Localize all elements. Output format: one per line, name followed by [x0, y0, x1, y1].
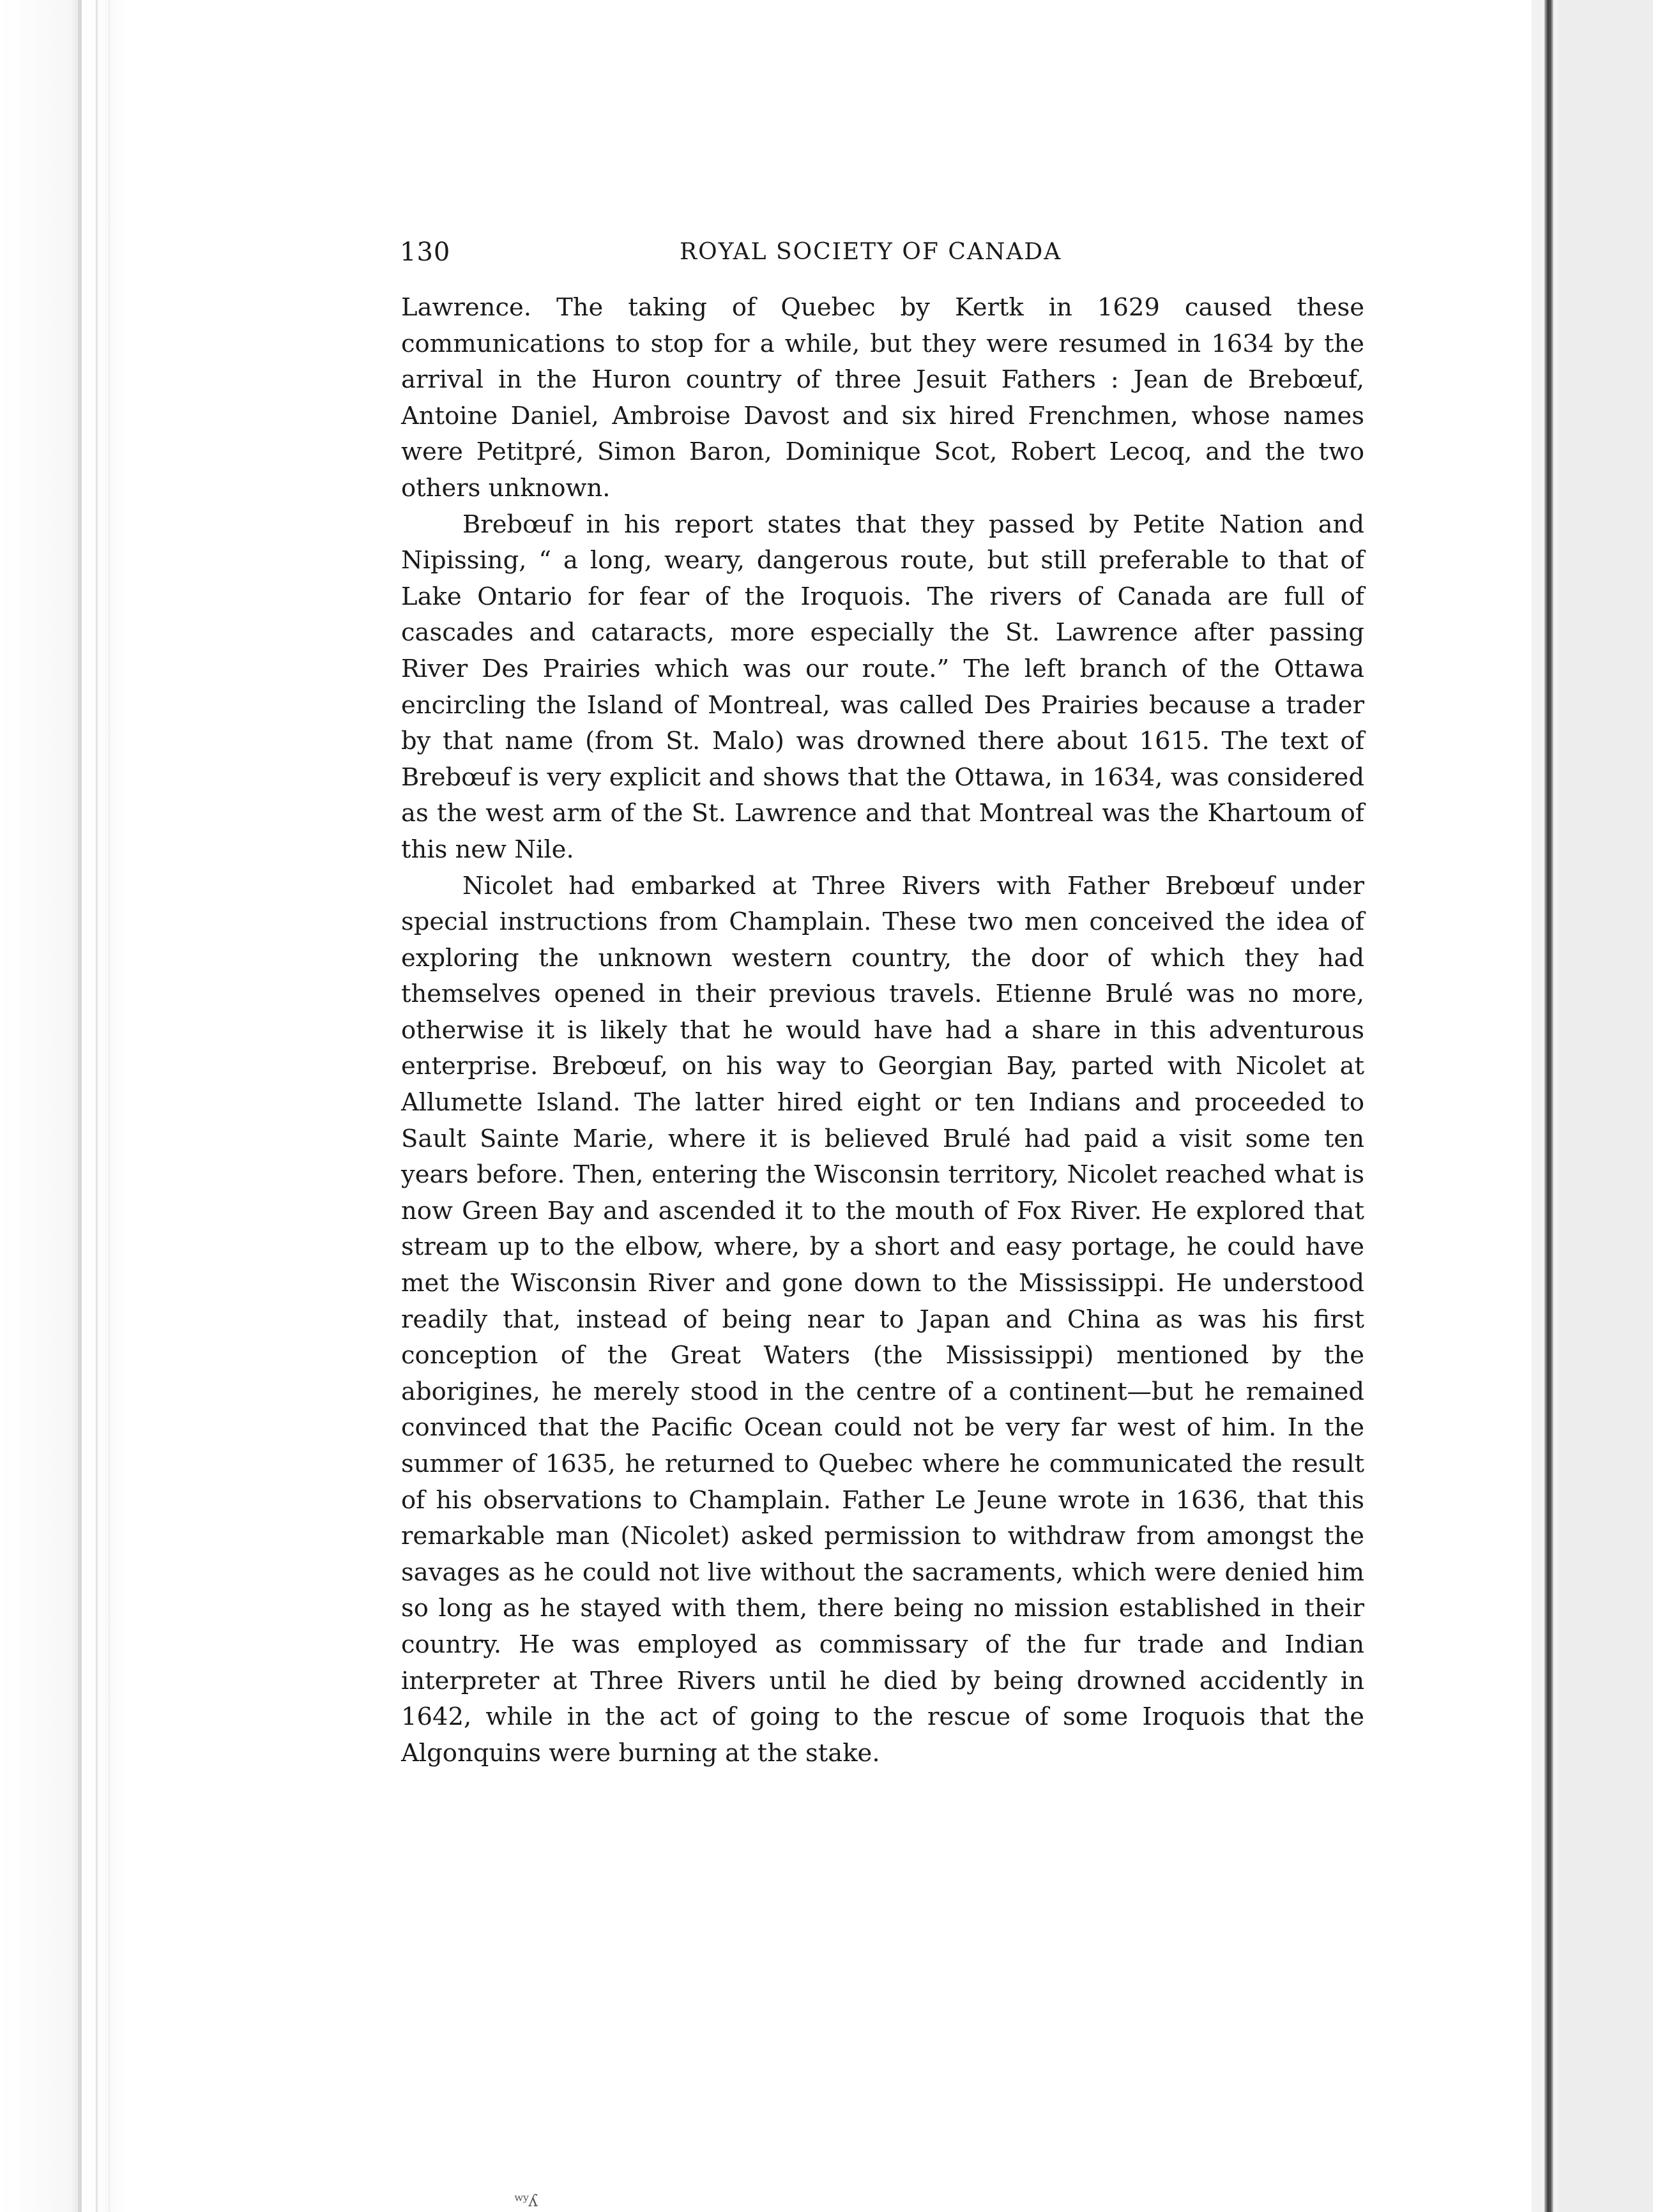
- page-header: [400, 238, 1363, 269]
- binding-line: [96, 0, 98, 2212]
- right-edge-shade: [1558, 0, 1653, 2212]
- scan-artifact: ʷʸʎ: [514, 2192, 537, 2211]
- running-head: ROYAL SOCIETY OF CANADA: [680, 239, 1062, 265]
- paragraph-breboeuf-report: Brebœuf in his report states that they passed by Petite Nation and Nipissing, “ a long, weary, dangerous route, but still preferable to that of Lake Ontario for fear of the Iroquois. The rivers of Canada are full of cascades and cataracts, more especially the St. Lawrence after passing River Des Prairies which was our route.” The left branch of the Ottawa encircling the Island of Montreal, was called Des Prairies because a trader by that name (from St. Malo) was drowned there about 1615. The text of Brebœuf is very explicit and shows that the Ottawa, in 1634, was considered as the west arm of the St. Lawrence and that Montreal was the Khartoum of this new Nile.: [401, 510, 1364, 864]
- binding-shadow: [78, 0, 82, 2212]
- body-text: [401, 290, 1364, 1771]
- paragraph-continued: Lawrence. The taking of Quebec by Kertk in 1629 caused these communications to stop for a while, but they were resumed in 1634 by the arrival in the Huron country of three Jesuit Fathers : Jean de Brebœuf, Antoine Daniel, Ambroise Davost and six hired Frenchmen, whose names were Petitpré, Simon Baron, Dominique Scot, Robert Lecoq, and the two others unknown.: [401, 293, 1364, 503]
- page-edge-shadow: [1544, 0, 1553, 2212]
- paragraph-nicolet: Nicolet had embarked at Three Rivers with Father Brebœuf under special instructions from Champlain. These two men conceived the idea of exploring the unknown western country, the door of which they had themselves opened in their previous travels. Etienne Brulé was no more, otherwise it is likely that he would have had a share in this adventurous enterprise. Brebœuf, on his way to Georgian Bay, parted with Nicolet at Allumette Island. The latter hired eight or ten Indians and proceeded to Sault Sainte Marie, where it is believed Brulé had paid a visit some ten years before. Then, entering the Wisconsin territory, Nicolet reached what is now Green Bay and ascended it to the mouth of Fox River. He explored that stream up to the elbow, where, by a short and easy portage, he could have met the Wisconsin River and gone down to the Mississippi. He understood readily that, instead of being near to Japan and China as was his first conception of the Great Waters (the Mississippi) mentioned by the aborigines, he merely stood in the centre of a continent—but he remained convinced that the Pacific Ocean could not be very far west of him. In the summer of 1635, he returned to Quebec where he communicated the result of his observations to Champlain. Father Le Jeune wrote in 1636, that this remarkable man (Nicolet) asked permission to withdraw from amongst the savages as he could not live without the sacraments, which were denied him so long as he stayed with them, there being no mission established in their country. He was employed as commissary of the fur trade and Indian interpreter at Three Rivers until he died by being drowned accidently in 1642, while in the act of going to the rescue of some Iroquois that the Algonquins were burning at the stake.: [401, 871, 1364, 1768]
- page-number: 130: [400, 238, 451, 267]
- binding-line-faint: [109, 0, 110, 2212]
